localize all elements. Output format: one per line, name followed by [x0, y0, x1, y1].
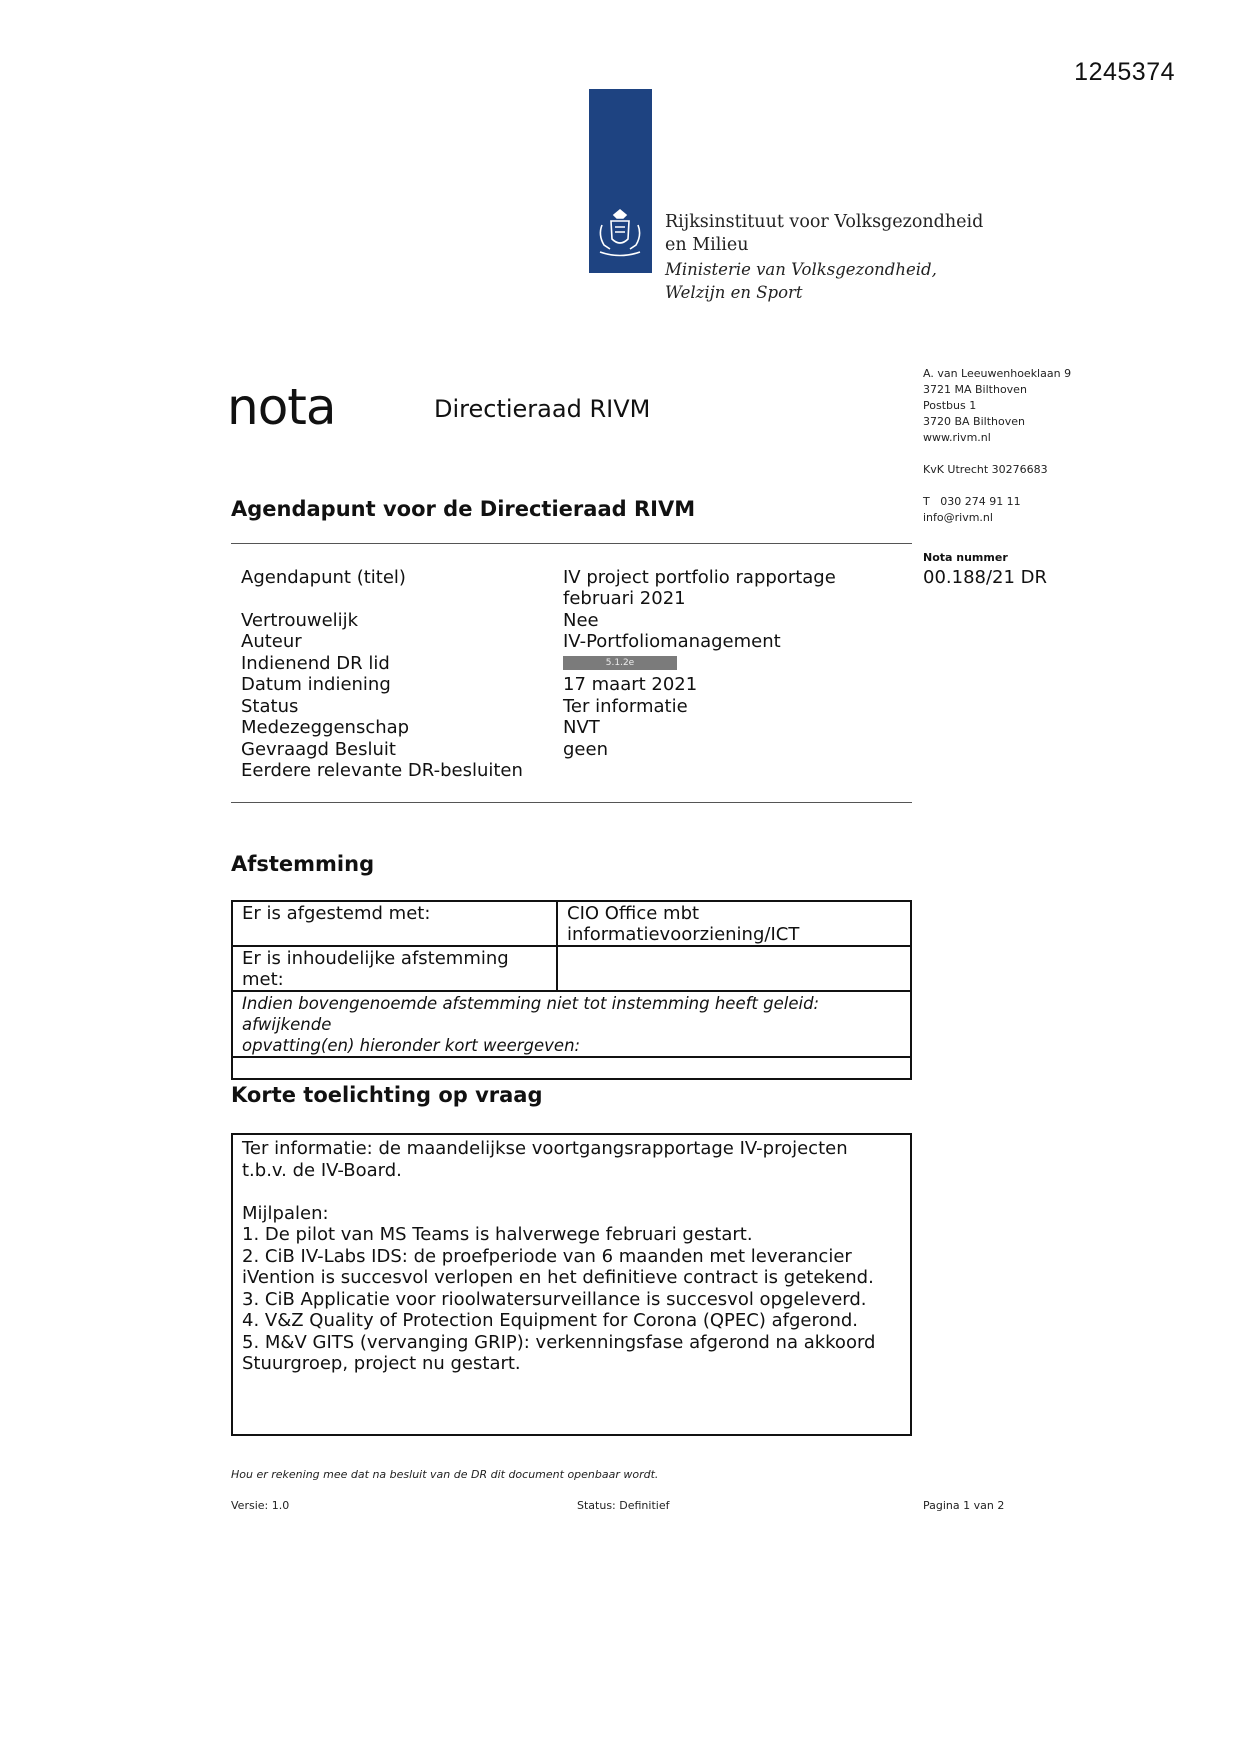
royal-crest-icon: [592, 205, 648, 261]
footer-disclaimer: Hou er rekening mee dat na besluit van de DR dit document openbaar wordt.: [231, 1468, 659, 1481]
nota-subtitle: Directieraad RIVM: [434, 395, 651, 423]
milestone-line: Stuurgroep, project nu gestart.: [242, 1353, 521, 1374]
toelichting-box: [231, 1133, 912, 1436]
nota-title: nota: [227, 378, 336, 436]
field-value-datum: 17 maart 2021: [563, 674, 698, 695]
nota-number-label: Nota nummer: [923, 551, 1008, 564]
milestone-line: 5. M&V GITS (vervanging GRIP): verkenningsfase afgerond na akkoord: [242, 1331, 876, 1353]
field-value-medezeggenschap: NVT: [563, 717, 600, 738]
field-value-status: Ter informatie: [563, 696, 688, 717]
address-phone: T 030 274 91 11: [923, 495, 1021, 508]
field-label-medezeggenschap: Medezeggenschap: [241, 717, 410, 738]
divider: [231, 802, 912, 803]
ministry-line1: Ministerie van Volksgezondheid,: [665, 260, 937, 279]
field-value-auteur: IV-Portfoliomanagement: [563, 631, 781, 652]
field-label-status: Status: [241, 696, 299, 717]
field-value-besluit: geen: [563, 739, 608, 760]
milestones-label: Mijlpalen:: [242, 1202, 329, 1224]
toelichting-intro-line1: Ter informatie: de maandelijkse voortgangsrapportage IV-projecten: [242, 1138, 848, 1159]
address-street: A. van Leeuwenhoeklaan 9: [923, 367, 1072, 380]
address-website[interactable]: www.rivm.nl: [923, 431, 991, 444]
field-label-eerdere-besluiten: Eerdere relevante DR-besluiten: [241, 760, 523, 781]
footer-status: Status: Definitief: [577, 1499, 670, 1512]
afstemming-heading: Afstemming: [231, 852, 375, 876]
address-postbus: Postbus 1: [923, 399, 977, 412]
field-label-vertrouwelijk: Vertrouwelijk: [241, 610, 359, 631]
afstemming-row2-label: Er is inhoudelijke afstemming met:: [232, 946, 557, 991]
field-label-indienend: Indienend DR lid: [241, 653, 390, 674]
field-value-vertrouwelijk: Nee: [563, 610, 599, 631]
field-label-datum: Datum indiening: [241, 674, 391, 695]
afstemming-note: Indien bovengenoemde afstemming niet tot instemming heeft geleid: afwijkende opvatting(en) hieronder kort weergeven:: [232, 991, 911, 1057]
agenda-heading: Agendapunt voor de Directieraad RIVM: [231, 497, 696, 521]
afstemming-empty-row: [232, 1057, 911, 1079]
toelichting-intro-line2: t.b.v. de IV-Board.: [242, 1159, 402, 1181]
field-label-besluit: Gevraagd Besluit: [241, 739, 396, 760]
field-label-auteur: Auteur: [241, 631, 302, 652]
address-postbus-city: 3720 BA Bilthoven: [923, 415, 1025, 428]
footer-page: Pagina 1 van 2: [923, 1499, 1005, 1512]
milestone-line: iVention is succesvol verlopen en het definitieve contract is getekend.: [242, 1267, 874, 1288]
milestone-line: 2. CiB IV-Labs IDS: de proefperiode van 6 maanden met leverancier: [242, 1245, 852, 1267]
toelichting-heading: Korte toelichting op vraag: [231, 1083, 543, 1107]
nota-number: 00.188/21 DR: [923, 567, 1048, 588]
field-value-titel-line2: februari 2021: [563, 588, 686, 609]
address-kvk: KvK Utrecht 30276683: [923, 463, 1048, 476]
field-value-titel: IV project portfolio rapportage: [563, 567, 836, 588]
address-email[interactable]: info@rivm.nl: [923, 511, 993, 524]
milestone-line: 3. CiB Applicatie voor rioolwatersurveillance is succesvol opgeleverd.: [242, 1288, 867, 1310]
divider: [231, 543, 912, 544]
footer-version: Versie: 1.0: [231, 1499, 290, 1512]
redaction-mark: 5.1.2e: [563, 656, 677, 670]
afstemming-table: [231, 900, 912, 1080]
address-postcode: 3721 MA Bilthoven: [923, 383, 1027, 396]
afstemming-row2-value: [557, 946, 911, 991]
afstemming-row1-value: CIO Office mbt informatievoorziening/ICT: [557, 901, 911, 946]
document-number: 1245374: [1074, 58, 1175, 86]
ministry-line2: Welzijn en Sport: [665, 283, 803, 302]
field-label-titel: Agendapunt (titel): [241, 567, 406, 588]
org-name-line1: Rijksinstituut voor Volksgezondheid: [665, 212, 984, 232]
milestone-line: 1. De pilot van MS Teams is halverwege februari gestart.: [242, 1224, 753, 1245]
milestone-line: 4. V&Z Quality of Protection Equipment for Corona (QPEC) afgerond.: [242, 1310, 859, 1331]
afstemming-row1-label: Er is afgestemd met:: [232, 901, 557, 946]
org-name-line2: en Milieu: [665, 235, 749, 255]
